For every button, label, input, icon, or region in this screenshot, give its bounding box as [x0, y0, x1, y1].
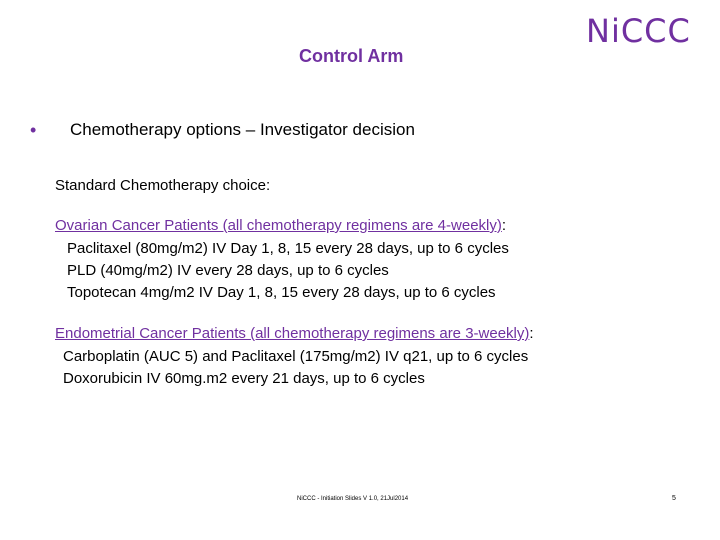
ovarian-header-colon: : [501, 217, 507, 234]
bullet-icon: • [30, 120, 37, 140]
ovarian-regimen: Topotecan 4mg/m2 IV Day 1, 8, 15 every 28 days, up to 6 cycles [67, 284, 496, 301]
page-number: 5 [672, 495, 676, 502]
bullet-text: Chemotherapy options – Investigator decision [70, 120, 415, 139]
endometrial-header-colon: : [529, 325, 534, 342]
slide-title: Control Arm [299, 46, 404, 66]
standard-heading: Standard Chemotherapy choice: [55, 177, 271, 194]
niccc-logo: NiCCC [586, 12, 691, 50]
ovarian-header [55, 217, 506, 234]
ovarian-regimen: Paclitaxel (80mg/m2) IV Day 1, 8, 15 every 28 days, up to 6 cycles [67, 240, 509, 257]
ovarian-header-text: Ovarian Cancer Patients (all chemotherapy regimens are 4-weekly) [55, 217, 502, 234]
endometrial-header [55, 325, 534, 342]
ovarian-regimen: PLD (40mg/m2) IV every 28 days, up to 6 cycles [67, 262, 389, 279]
endometrial-regimen: Carboplatin (AUC 5) and Paclitaxel (175mg/m2) IV q21, up to 6 cycles [63, 348, 529, 365]
endometrial-regimen: Doxorubicin IV 60mg.m2 every 21 days, up to 6 cycles [63, 370, 425, 387]
footer-text: NiCCC - Initiation Slides V 1.0, 21Jul2014 [297, 496, 409, 502]
endometrial-header-text: Endometrial Cancer Patients (all chemotherapy regimens are 3-weekly) [55, 325, 530, 342]
